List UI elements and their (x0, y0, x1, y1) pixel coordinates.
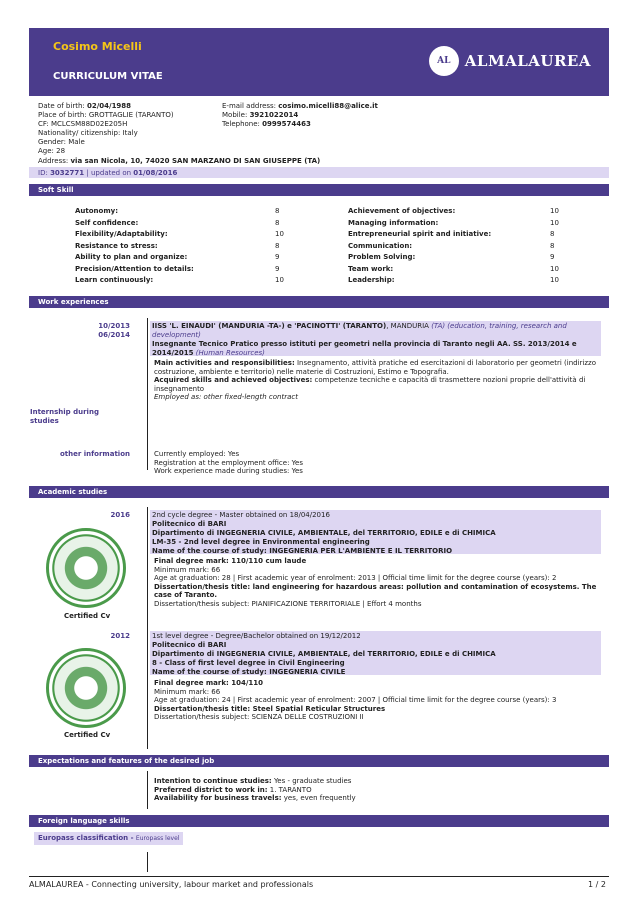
nationality: Nationality/ citizenship: Italy (38, 129, 138, 137)
email-label: E-mail address: (222, 102, 277, 110)
skill-score: 8 (550, 241, 555, 250)
europass-bar (34, 832, 183, 845)
other-info-item: Work experience made during studies: Yes (154, 467, 303, 475)
footer-rule (29, 876, 609, 877)
skill-label: Autonomy: (75, 207, 119, 215)
gender: Gender: Male (38, 138, 85, 146)
thesis-title: Dissertation/thesis title: land engineering for hazardous areas: pollution and contamination of ecosystems. The case of Taranto. (154, 582, 597, 599)
almalaurea-logo (429, 46, 591, 76)
degree-year: 2012 (110, 632, 130, 640)
graduation-info: Age at graduation: 24 | First academic year of enrolment: 2007 | Official time limit for the degree course (years): 3 (154, 696, 557, 704)
address-label: Address: (38, 157, 69, 165)
duties-label: Main activities and responsibilities: (154, 359, 295, 367)
skill-score: 8 (275, 241, 280, 250)
soft-skill-row (75, 265, 595, 275)
business-travel-label: Availability for business travels: (154, 794, 282, 802)
work-details (154, 359, 599, 402)
personal-info-right (222, 102, 378, 129)
skill-label: Precision/Attention to details: (75, 264, 194, 273)
email: cosimo.micelli88@alice.it (278, 102, 378, 110)
final-mark: Final degree mark: 104/110 (154, 679, 264, 687)
graduation-info: Age at graduation: 28 | First academic year of enrolment: 2013 | Official time limit for the degree course (years): 2 (154, 574, 557, 582)
skill-label: Achievement of objectives: (348, 207, 456, 215)
course-name: Name of the course of study: INGEGNERIA CIVILE (152, 668, 346, 676)
continue-studies-value: Yes - graduate studies (273, 777, 352, 785)
soft-skill-row (75, 207, 595, 217)
department: Dipartimento di INGEGNERIA CIVILE, AMBIENTALE, del TERRITORIO, EDILE e di CHIMICA (152, 650, 496, 658)
skill-label: Resistance to stress: (75, 241, 158, 250)
section-work-experiences: Work experiences (29, 296, 609, 308)
other-info-item: Registration at the employment office: Yes (154, 458, 303, 467)
personal-info-left (38, 102, 174, 156)
skill-score: 8 (550, 230, 555, 238)
id-bar (29, 167, 609, 178)
skill-score: 9 (275, 253, 280, 261)
other-info (154, 450, 599, 476)
skill-score: 10 (550, 207, 559, 215)
politecnico-seal-icon (46, 648, 126, 728)
phone-label: Telephone: (222, 120, 260, 128)
min-mark: Minimum mark: 66 (154, 687, 221, 696)
certified-cv-label: Certified Cv (64, 612, 111, 620)
section-expectations: Expectations and features of the desired job (29, 755, 609, 767)
timeline-divider (147, 771, 148, 809)
preferred-district-value: 1. TARANTO (269, 785, 312, 794)
header-banner (29, 28, 609, 96)
course-name: Name of the course of study: INGEGNERIA PER L'AMBIENTE E IL TERRITORIO (152, 547, 453, 555)
soft-skill-row (75, 276, 595, 286)
birth-date: 02/04/1988 (86, 102, 132, 110)
final-mark: Final degree mark: 110/110 cum laude (154, 557, 307, 565)
skill-score: 9 (275, 264, 280, 273)
department: Dipartimento di INGEGNERIA CIVILE, AMBIENTALE, del TERRITORIO, EDILE e di CHIMICA (152, 529, 496, 537)
skills-label: Acquired skills and achieved objectives: (154, 376, 313, 384)
timeline-divider (147, 318, 148, 470)
id-label: ID: (38, 169, 48, 177)
soft-skill-row (75, 230, 595, 240)
europass-level: Europass level (135, 835, 180, 842)
skill-label: Flexibility/Adaptability: (75, 230, 168, 238)
mobile: 3921022014 (249, 111, 299, 119)
preferred-district-label: Preferred district to work in: (154, 785, 268, 794)
work-employer-box (150, 321, 601, 356)
thesis-subject: Dissertation/thesis subject: SCIENZA DELLE COSTRUZIONI II (154, 713, 364, 721)
mobile-label: Mobile: (222, 111, 248, 119)
phone: 0999574463 (262, 120, 311, 128)
skill-label: Problem Solving: (348, 253, 416, 261)
skill-score: 10 (550, 218, 559, 227)
candidate-id: 3032771 (50, 169, 85, 177)
degree-details (154, 557, 599, 608)
updated-date: 01/08/2016 (133, 169, 178, 177)
section-soft-skill: Soft Skill (29, 184, 609, 196)
skill-label: Team work: (348, 264, 394, 273)
soft-skill-row (75, 219, 595, 229)
skills-acquired: competenze tecniche e capacità di trasmettere nozioni proprie dell'attività di insegnamento (154, 376, 586, 393)
other-info-label: other information (59, 450, 130, 458)
address-line (38, 157, 320, 165)
employer: IISS 'L. EINAUDI' (MANDURIA -TA-) e 'PACINOTTI' (TARANTO) (152, 322, 387, 330)
thesis-subject: Dissertation/thesis subject: PIANIFICAZIONE TERRITORIALE | Effort 4 months (154, 599, 422, 608)
candidate-name: Cosimo Micelli (53, 40, 142, 53)
duties: Insegnamento, attività pratiche ed esercitazioni di laboratorio per geometri (indirizzo costruzione, ambiente e territorio) nelle materie di Costruzioni, Estimo e Topografia. (154, 359, 596, 376)
skill-score: 8 (275, 218, 280, 227)
skill-label: Entrepreneurial spirit and initiative: (348, 230, 492, 238)
skill-label: Managing information: (348, 218, 439, 227)
skill-label: Learn continuously: (75, 276, 154, 284)
other-info-item: Currently employed: Yes (154, 450, 240, 458)
university: Politecnico di BARI (152, 641, 227, 649)
degree-year: 2016 (110, 511, 130, 519)
degree-details (154, 679, 599, 722)
internship-label: Internship during studies (30, 408, 99, 425)
page-number: 1 / 2 (588, 880, 606, 889)
work-period (70, 322, 130, 340)
degree-class: LM-35 - 2nd level degree in Environmental engineering (152, 538, 370, 546)
work-from: 10/2013 (98, 322, 130, 330)
birth-place: Place of birth: GROTTAGLIE (TARANTO) (38, 111, 174, 119)
footer-text: ALMALAUREA - Connecting university, labour market and professionals (29, 880, 314, 889)
updated-label: | updated on (86, 169, 132, 177)
expectations-details (154, 777, 599, 803)
timeline-divider (147, 852, 148, 872)
skill-label: Communication: (348, 241, 413, 250)
skill-label: Ability to plan and organize: (75, 253, 188, 261)
degree-heading: 1st level degree - Degree/Bachelor obtained on 19/12/2012 (152, 632, 361, 640)
skill-label: Self confidence: (75, 218, 139, 227)
work-to: 06/2014 (98, 331, 130, 339)
section-foreign-languages: Foreign language skills (29, 815, 609, 827)
timeline-divider (147, 507, 148, 749)
employer-description: (TA) (education, training, research and development) (152, 322, 567, 339)
logo-text: ALMALAUREA (464, 52, 591, 70)
birth-date-label: Date of birth: (38, 102, 85, 110)
soft-skill-row (75, 253, 595, 263)
skill-score: 8 (275, 207, 280, 215)
skill-score: 9 (550, 253, 555, 261)
soft-skill-row (75, 242, 595, 252)
logo-badge-icon: AL (429, 46, 459, 76)
employer-location: , MANDURIA (386, 322, 429, 330)
degree-box (150, 631, 601, 675)
address: via san Nicola, 10, 74020 SAN MARZANO DI SAN GIUSEPPE (TA) (70, 157, 321, 165)
skill-score: 10 (550, 276, 559, 284)
europass-label: Europass classification - (38, 834, 134, 842)
skill-label: Leadership: (348, 276, 395, 284)
university: Politecnico di BARI (152, 520, 227, 528)
business-travel-value: yes, even frequently (283, 794, 356, 802)
degree-box (150, 510, 601, 554)
age: Age: 28 (38, 147, 66, 155)
thesis-title: Dissertation/thesis title: Steel Spatial Reticular Structures (154, 704, 386, 713)
skill-score: 10 (275, 230, 284, 238)
job-area: (Human Resources) (195, 349, 265, 357)
degree-class: 8 - Class of first level degree in Civil Engineering (152, 659, 345, 667)
document-title: CURRICULUM VITAE (53, 71, 163, 82)
politecnico-seal-icon (46, 528, 126, 608)
degree-heading: 2nd cycle degree - Master obtained on 18/04/2016 (152, 511, 330, 519)
skill-score: 10 (275, 276, 284, 284)
section-academic-studies: Academic studies (29, 486, 609, 498)
certified-cv-label: Certified Cv (64, 731, 111, 739)
continue-studies-label: Intention to continue studies: (154, 777, 272, 785)
skill-score: 10 (550, 264, 559, 273)
min-mark: Minimum mark: 66 (154, 565, 221, 574)
fiscal-code: CF: MCLCSM88D02E205H (38, 120, 128, 128)
employment-type: Employed as: other fixed-length contract (154, 393, 298, 401)
job-role: Insegnante Tecnico Pratico presso istituti per geometri nella provincia di Taranto negli AA. SS. 2013/2014 e 2014/2015 (152, 340, 577, 357)
